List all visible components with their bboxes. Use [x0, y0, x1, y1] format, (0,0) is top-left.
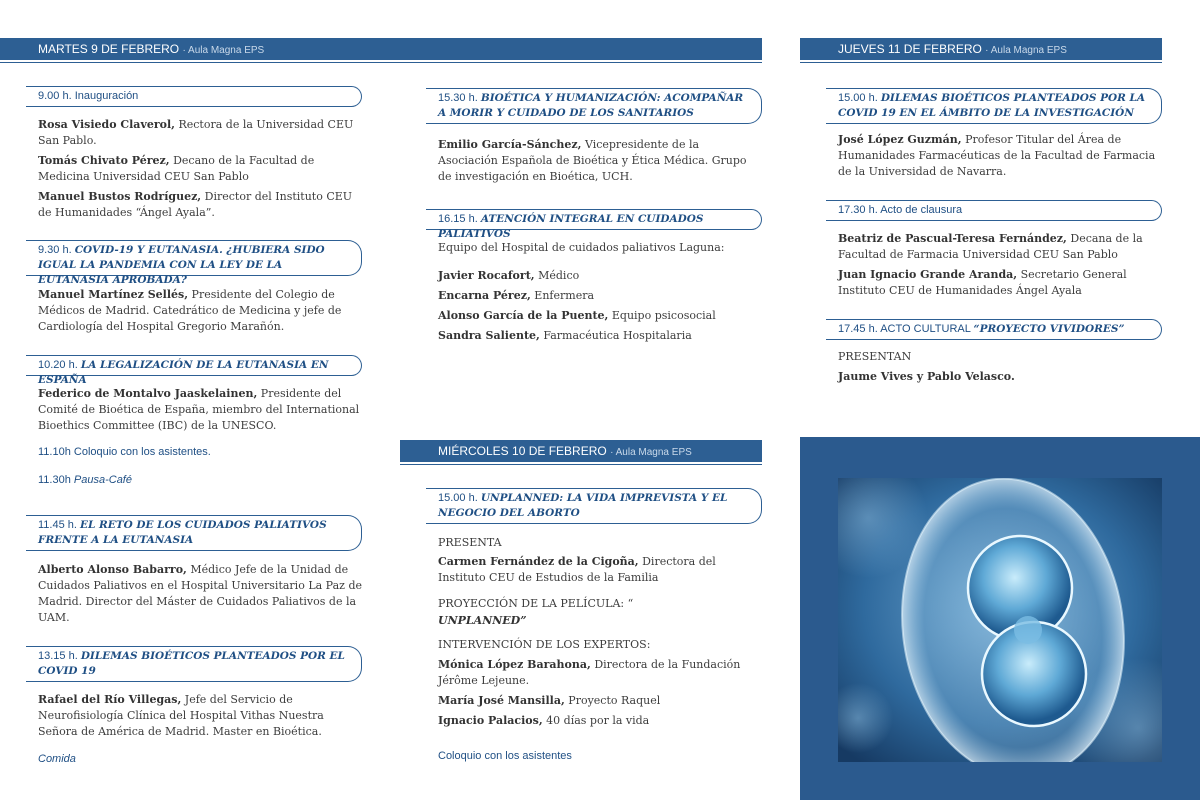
session-acto-cultural: 17.45 h. ACTO CULTURAL “PROYECTO VIVIDORES” — [826, 319, 1162, 340]
presenters: Jaume Vives y Pablo Velasco. — [838, 370, 1015, 383]
speaker-encarna: Encarna Pérez, Enfermera — [438, 289, 595, 302]
day-header-wednesday: MIÉRCOLES 10 DE FEBRERO · Aula Magna EPS — [400, 440, 762, 462]
team-intro: Equipo del Hospital de cuidados paliativos Laguna: — [438, 241, 725, 254]
pausa-cafe: 11.30h Pausa-Café — [38, 474, 132, 486]
venue: Aula Magna EPS — [615, 447, 692, 458]
speaker-garcia-sanchez: Emilio García-Sánchez, Vicepresidente de la Asociación Española de Bioética y Ética Médica. Grupo de investigación en Bioética, UCH. — [438, 138, 747, 183]
header-rule — [0, 62, 762, 63]
speaker-palacios: Ignacio Palacios, 40 días por la vida — [438, 714, 650, 727]
session-covid-eutanasia: 9.30 h. COVID-19 Y EUTANASIA. ¿HUBIERA SIDO IGUAL LA PANDEMIA CON LA LEY DE LA EUTANASIA APROBADA? — [26, 240, 362, 276]
session-unplanned: 15.00 h. UNPLANNED: LA VIDA IMPREVISTA Y EL NEGOCIO DEL ABORTO — [426, 488, 762, 524]
speaker-rosa: Rosa Visiedo Claverol, Rectora de la Universidad CEU San Pablo. — [38, 118, 354, 147]
speaker-fernandez-cigona: Carmen Fernández de la Cigoña, Directora del Instituto CEU de Estudios de la Familia — [438, 555, 716, 584]
proyeccion-label: PROYECCIÓN DE LA PELÍCULA: “ — [438, 597, 634, 610]
cell-division-image — [838, 478, 1162, 762]
speaker-montalvo: Federico de Montalvo Jaaskelainen, Presidente del Comité de Bioética de España, miembro del International Bioethics Committee (IBC) de la UNESCO. — [38, 387, 360, 432]
session-bioetica-humanizacion: 15.30 h. BIOÉTICA Y HUMANIZACIÓN: ACOMPAÑAR A MORIR Y CUIDADO DE LOS SANITARIOS — [426, 88, 762, 124]
session-inauguracion: 9.00 h. Inauguración — [26, 86, 362, 107]
film-title: UNPLANNED” — [438, 614, 527, 627]
speaker-manuel-bustos: Manuel Bustos Rodríguez, Director del Instituto CEU de Humanidades “Ángel Ayala”. — [38, 190, 353, 219]
speaker-tomas: Tomás Chivato Pérez, Decano de la Facultad de Medicina Universidad CEU San Pablo — [38, 154, 315, 183]
day-header-thursday: JUEVES 11 DE FEBRERO · Aula Magna EPS — [800, 38, 1162, 60]
speaker-grande-aranda: Juan Ignacio Grande Aranda, Secretario General Instituto CEU de Humanidades Ángel Ayala — [838, 268, 1127, 297]
session-legalizacion: 10.20 h. LA LEGALIZACIÓN DE LA EUTANASIA EN ESPAÑA — [26, 355, 362, 376]
speaker-saliente: Sandra Saliente, Farmacéutica Hospitalaria — [438, 329, 692, 342]
speaker-rio-villegas: Rafael del Río Villegas, Jefe del Servicio de Neurofisiología Clínica del Hospital Vithas Nuestra Señora de América de Madrid. Master en Bioética. — [38, 693, 324, 738]
intervencion-label: INTERVENCIÓN DE LOS EXPERTOS: — [438, 638, 651, 651]
session-dilemas-investigacion: 15.00 h. DILEMAS BIOÉTICOS PLANTEADOS POR LA COVID 19 EN EL ÁMBITO DE LA INVESTIGACIÓN — [826, 88, 1162, 124]
presentan-label: PRESENTAN — [838, 350, 912, 363]
session-dilemas-covid: 13.15 h. DILEMAS BIOÉTICOS PLANTEADOS POR EL COVID 19 — [26, 646, 362, 682]
speaker-mansilla: María José Mansilla, Proyecto Raquel — [438, 694, 661, 707]
day-header-tuesday: MARTES 9 DE FEBRERO · Aula Magna EPS — [0, 38, 762, 60]
venue: Aula Magna EPS — [990, 45, 1067, 56]
day-title: JUEVES 11 DE FEBRERO — [838, 42, 982, 56]
speaker-pascual-teresa: Beatriz de Pascual-Teresa Fernández, Decana de la Facultad de Farmacia Universidad CEU San Pablo — [838, 232, 1143, 261]
day-title: MIÉRCOLES 10 DE FEBRERO — [438, 444, 607, 458]
speaker-alonso-garcia: Alonso García de la Puente, Equipo psicosocial — [438, 309, 716, 322]
session-reto-paliativos: 11.45 h. EL RETO DE LOS CUIDADOS PALIATIVOS FRENTE A LA EUTANASIA — [26, 515, 362, 551]
day-title: MARTES 9 DE FEBRERO — [38, 42, 180, 56]
speaker-rocafort: Javier Rocafort, Médico — [438, 269, 580, 282]
session-clausura: 17.30 h. Acto de clausura — [826, 200, 1162, 221]
coloquio-wednesday: Coloquio con los asistentes — [438, 750, 572, 762]
header-rule — [400, 464, 762, 465]
session-atencion-integral: 16.15 h. ATENCIÓN INTEGRAL EN CUIDADOS PALIATIVOS — [426, 209, 762, 230]
presenta-label: PRESENTA — [438, 536, 502, 549]
venue: Aula Magna EPS — [188, 45, 265, 56]
speaker-lopez-barahona: Mónica López Barahona, Directora de la Fundación Jérôme Lejeune. — [438, 658, 741, 687]
cell-illustration — [838, 478, 1162, 762]
speaker-martinez-selles: Manuel Martínez Sellés, Presidente del Colegio de Médicos de Madrid. Catedrático de Medicina y jefe de Cardiología del Hospital Gregorio Marañón. — [38, 288, 342, 333]
comida: Comida — [38, 753, 76, 765]
speaker-lopez-guzman: José López Guzmán, Profesor Titular del Área de Humanidades Farmacéuticas de la Facultad de Farmacia de la Universidad de Navarra. — [838, 133, 1156, 178]
header-rule — [800, 62, 1162, 63]
coloquio-1110: 11.10h Coloquio con los asistentes. — [38, 446, 211, 458]
speaker-alonso-babarro: Alberto Alonso Babarro, Médico Jefe de la Unidad de Cuidados Paliativos en el Hospital Universitario La Paz de Madrid. Director del Máster de Cuidados Paliativos de la UAM. — [38, 563, 362, 624]
